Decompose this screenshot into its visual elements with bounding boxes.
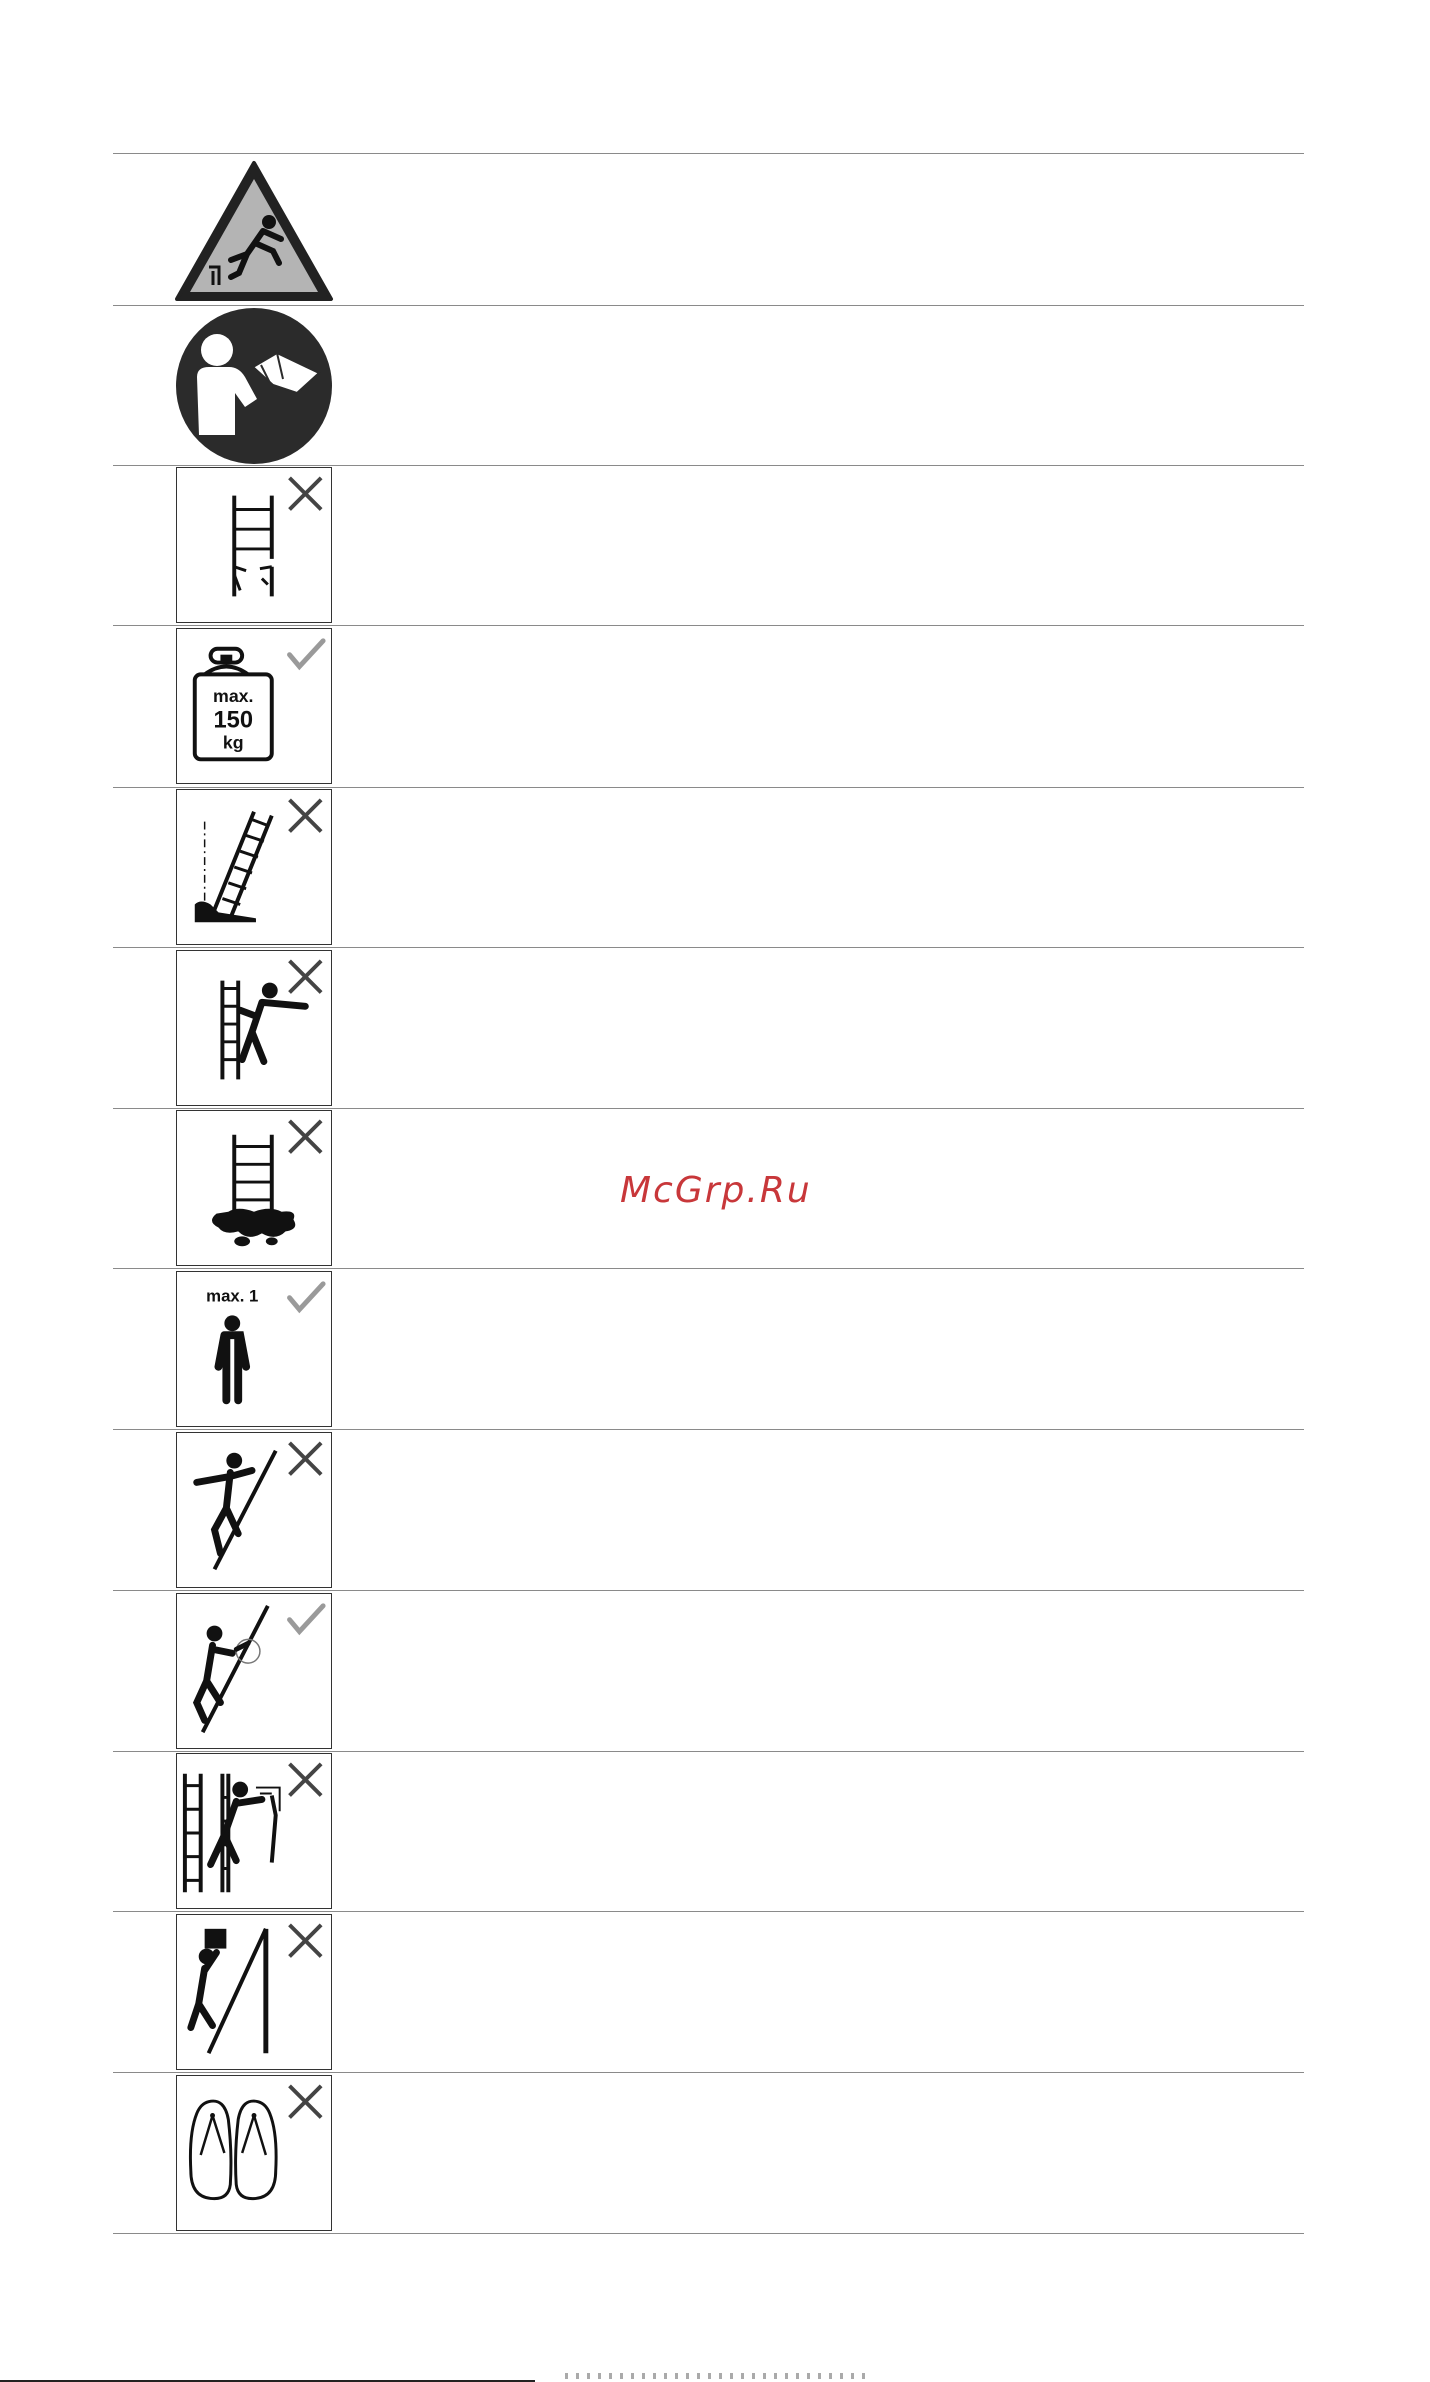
read-manual-icon: [173, 307, 335, 465]
table-row: [113, 1268, 1304, 1429]
unstable-ground-prohibited-icon: [176, 1110, 332, 1266]
table-row: [113, 2072, 1304, 2233]
climb-without-holding-prohibited-icon: [176, 1432, 332, 1588]
table-row: [113, 305, 1304, 465]
max-load-label-line1: max.: [213, 686, 254, 707]
table-row: [113, 465, 1304, 625]
fall-hazard-warning-icon: [173, 159, 335, 305]
max-load-label-line2: 150: [213, 707, 254, 734]
carrying-loads-prohibited-icon: [176, 1914, 332, 2070]
table-row: [113, 947, 1304, 1108]
table-row: [113, 625, 1304, 787]
watermark-text: McGrp.Ru: [620, 1170, 812, 1211]
row-divider: [113, 2233, 1304, 2234]
table-row: [113, 1911, 1304, 2072]
table-row: [113, 153, 1304, 305]
max-load-icon: [176, 628, 332, 784]
overreaching-prohibited-icon: [176, 950, 332, 1106]
table-row: [113, 1590, 1304, 1751]
page-footer-marks: [565, 2373, 865, 2379]
max-load-label-line3: kg: [222, 732, 244, 753]
table-row: [113, 1429, 1304, 1590]
unsuitable-footwear-prohibited-icon: [176, 2075, 332, 2231]
damaged-ladder-prohibited-icon: [176, 467, 332, 623]
side-loading-prohibited-icon: [176, 1753, 332, 1909]
max-one-person-label: max. 1: [206, 1286, 259, 1306]
max-one-person-icon: [176, 1271, 332, 1427]
table-row: [113, 787, 1304, 947]
incorrect-angle-prohibited-icon: [176, 789, 332, 945]
table-row: [113, 1751, 1304, 1911]
three-point-contact-icon: [176, 1593, 332, 1749]
